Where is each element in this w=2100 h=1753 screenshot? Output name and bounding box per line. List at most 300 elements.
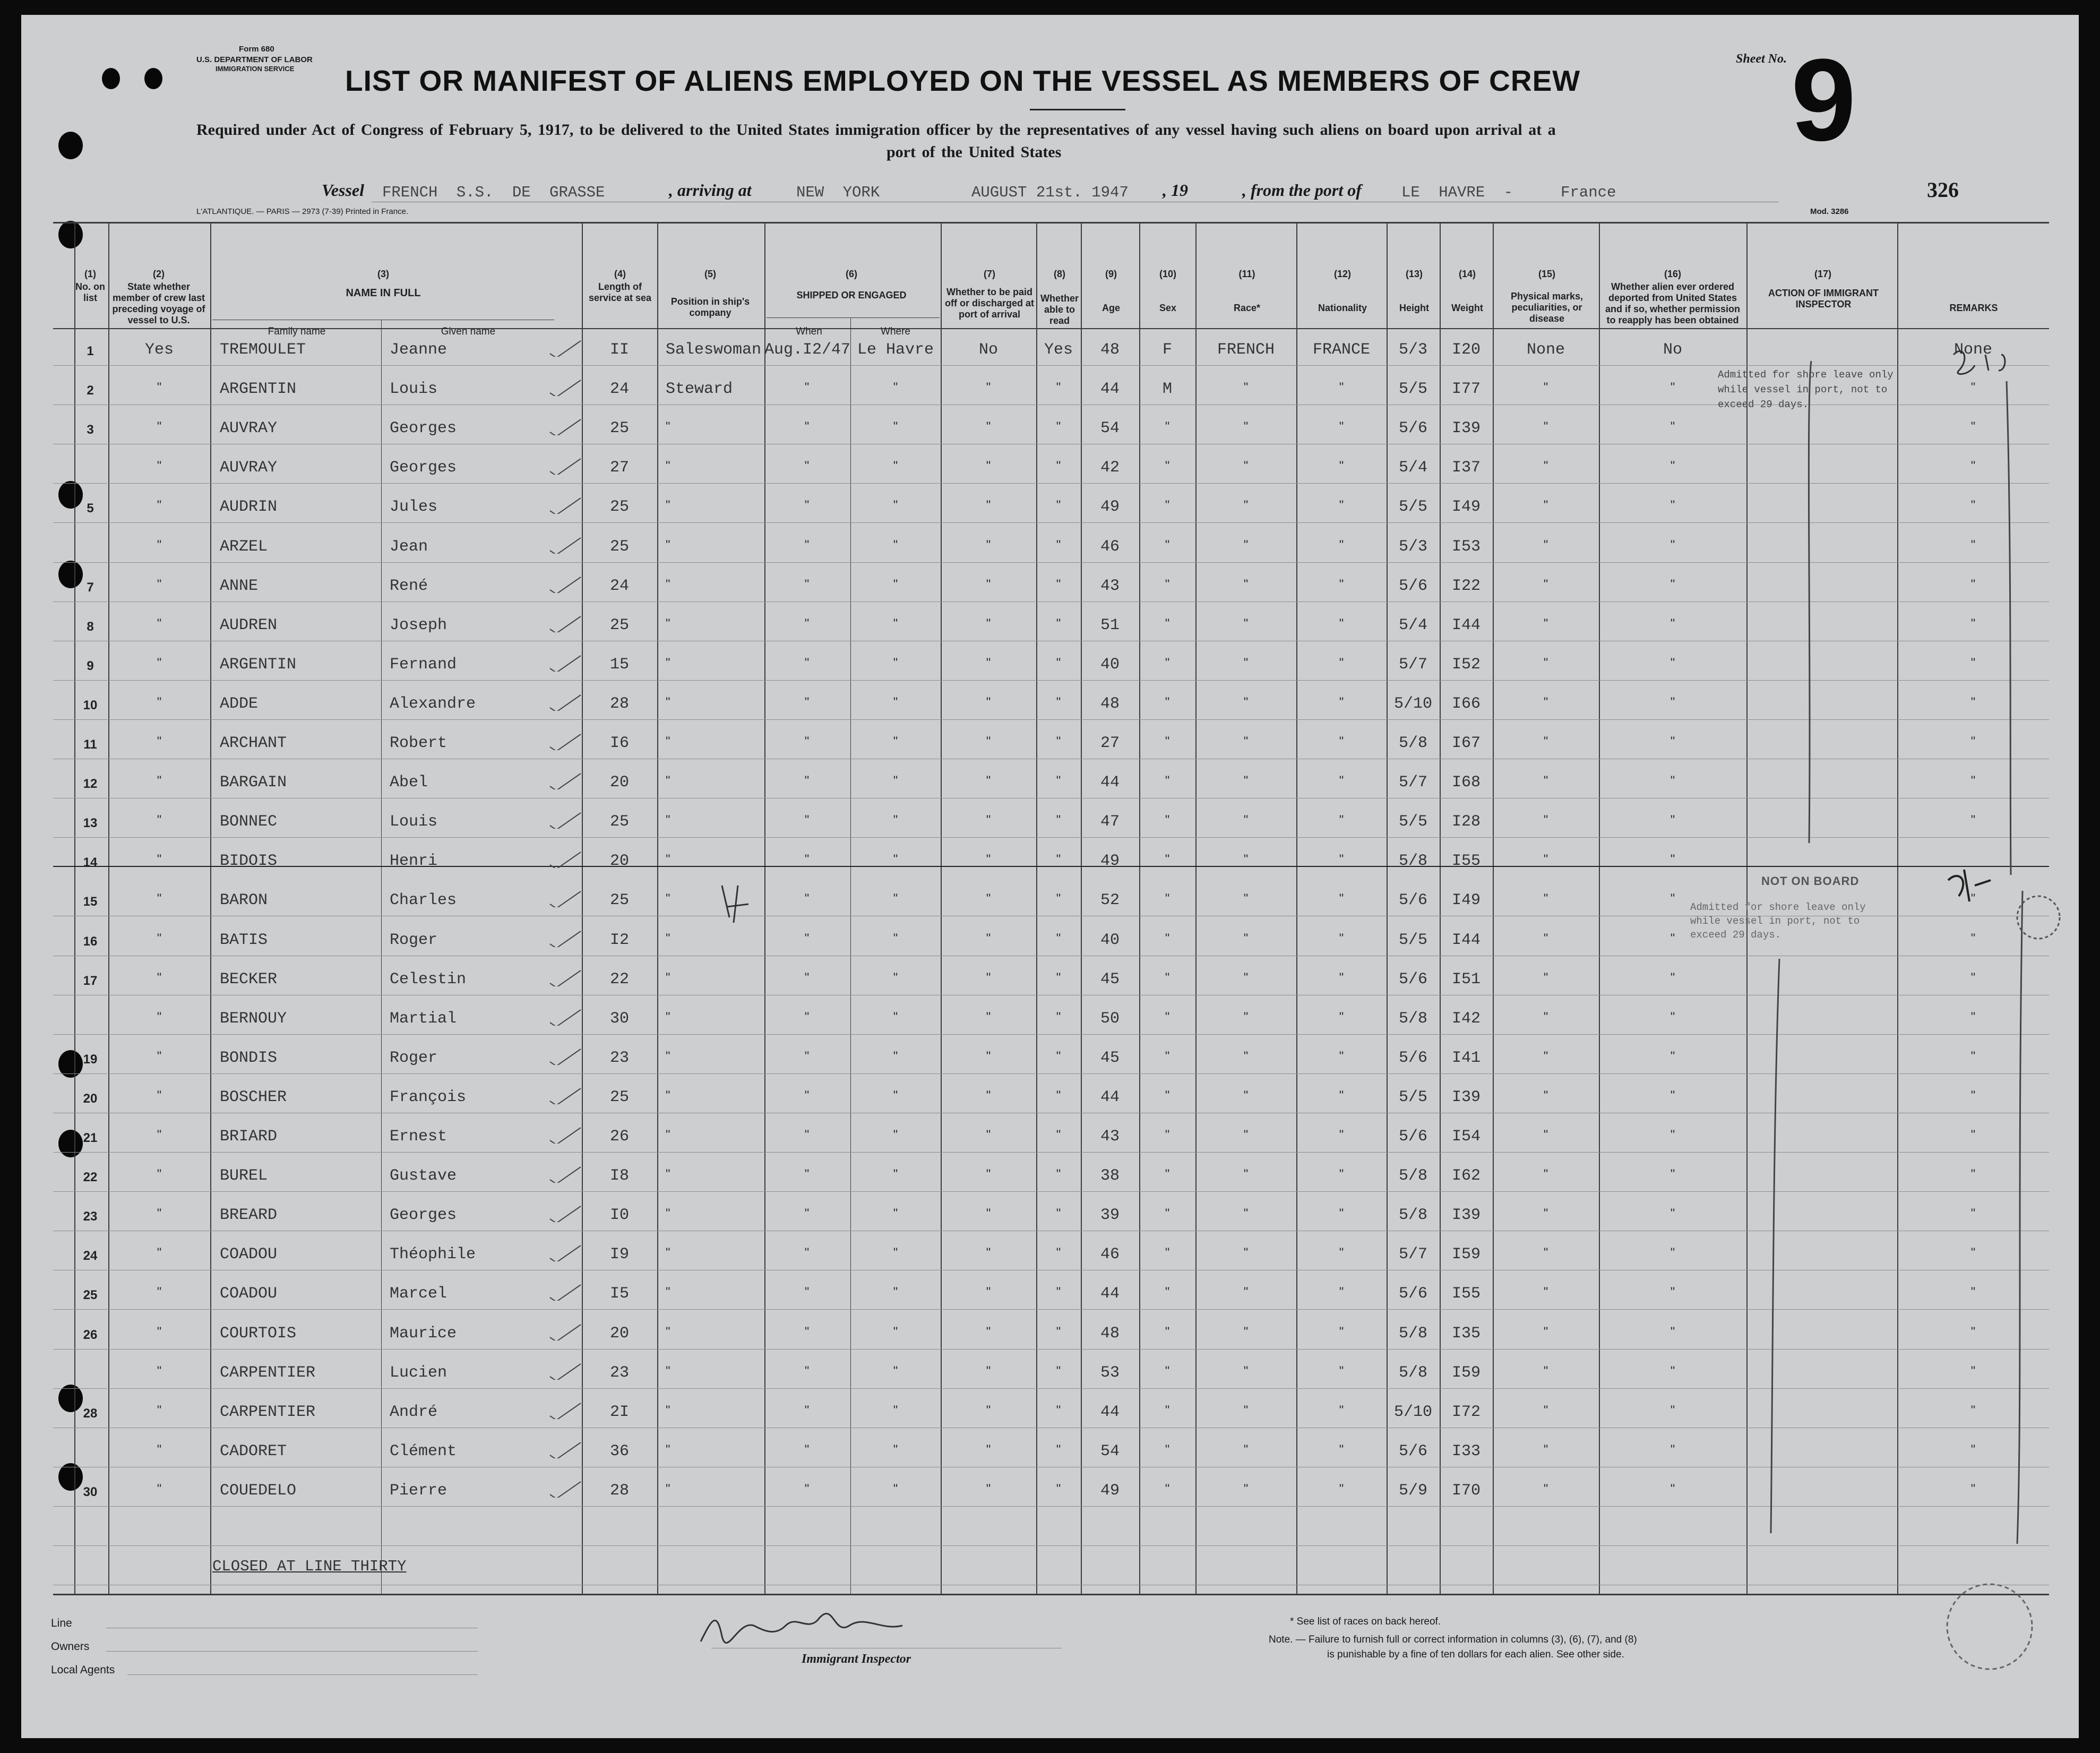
cell-race: ": [1243, 380, 1249, 395]
cell-deported: ": [1670, 774, 1675, 788]
cell-remarks: ": [1970, 1324, 1976, 1339]
cell-prev: ": [157, 459, 162, 474]
cell-paid: ": [986, 655, 991, 670]
cell-deported: ": [1670, 459, 1675, 474]
cell-race: ": [1243, 655, 1249, 670]
col6-when-header: When: [796, 326, 822, 337]
cell-remarks: ": [1970, 694, 1976, 709]
cell-where: ": [893, 1049, 898, 1063]
cell-deported: ": [1670, 931, 1675, 946]
cell-service: 25: [609, 498, 629, 517]
closed-line-note: CLOSED AT LINE THIRTY: [212, 1558, 407, 1575]
cell-prev: ": [157, 891, 162, 906]
cell-remarks: ": [1970, 655, 1976, 670]
cell-marks: ": [1543, 1324, 1548, 1339]
cell-where: ": [893, 1245, 898, 1260]
cell-family: AUVRAY: [220, 459, 278, 477]
cell-deported: No: [1663, 341, 1682, 359]
cell-height: 5/5: [1398, 813, 1427, 831]
cell-paid: ": [986, 1009, 991, 1024]
col15-header: Physical marks, peculiarities, or disease: [1510, 291, 1583, 324]
col3-given-header: Given name: [441, 326, 496, 337]
cell-marks: ": [1543, 419, 1548, 434]
cell-deported: ": [1670, 577, 1675, 591]
cell-given: Fernand: [390, 655, 457, 674]
cell-weight: I37: [1451, 459, 1481, 477]
cell-read: ": [1056, 970, 1061, 985]
bracket-line: [1771, 959, 1779, 1533]
cell-marks: ": [1543, 655, 1548, 670]
col12-header: Nationality: [1318, 303, 1367, 313]
cell-sex: F: [1162, 341, 1172, 359]
cell-given: Marcel: [390, 1285, 447, 1303]
cell-remarks: ": [1970, 734, 1976, 749]
cell-prev: ": [157, 1442, 162, 1457]
col14-header: Weight: [1451, 303, 1483, 313]
cell-deported: ": [1670, 419, 1675, 434]
line-number: 17: [83, 973, 98, 988]
cell-race: ": [1243, 1481, 1249, 1496]
cell-height: 5/3: [1398, 537, 1427, 556]
cell-sex: ": [1165, 1363, 1170, 1378]
cell-service: 25: [609, 616, 629, 634]
line-number: 1: [87, 344, 94, 358]
cell-weight: I59: [1451, 1245, 1481, 1264]
cell-position: ": [666, 1245, 670, 1260]
cell-service: 24: [609, 577, 629, 595]
cell-family: AUDREN: [220, 616, 278, 634]
cell-race: ": [1243, 1206, 1249, 1221]
cell-age: 42: [1100, 459, 1120, 477]
col2-header: State whether member of crew last preceding voyage of vessel to U.S.: [112, 281, 205, 325]
cell-paid: ": [986, 1206, 991, 1221]
cell-remarks: ": [1970, 1128, 1976, 1142]
cell-read: ": [1056, 537, 1061, 552]
cell-weight: I42: [1451, 1009, 1481, 1028]
line-number: 7: [87, 580, 94, 595]
line-number: 30: [83, 1484, 98, 1499]
cell-remarks: None: [1953, 341, 1992, 359]
cell-family: CARPENTIER: [220, 1363, 316, 1382]
cell-read: ": [1056, 1481, 1061, 1496]
cell-remarks: ": [1970, 380, 1976, 395]
cell-sex: ": [1165, 498, 1170, 513]
cell-family: ARCHANT: [220, 734, 287, 752]
admitted-note-line: while vessel in port, not to: [1690, 915, 1860, 927]
cell-race: ": [1243, 498, 1249, 513]
cell-age: 49: [1100, 852, 1120, 871]
cell-race: ": [1243, 1167, 1249, 1182]
cell-marks: ": [1543, 577, 1548, 591]
cell-weight: I41: [1451, 1049, 1481, 1067]
cell-given: Martial: [390, 1009, 457, 1028]
bracket-line: [1809, 361, 1811, 843]
cell-service: I0: [609, 1206, 629, 1225]
cell-where: ": [893, 1088, 898, 1103]
cell-position: ": [666, 1481, 670, 1496]
cell-weight: I54: [1451, 1128, 1481, 1146]
cell-age: 44: [1100, 1285, 1120, 1303]
cell-where: ": [893, 1206, 898, 1221]
cell-service: I8: [609, 1167, 629, 1185]
cell-weight: I49: [1451, 891, 1481, 910]
cell-position: ": [666, 1285, 670, 1300]
cell-remarks: ": [1970, 1285, 1976, 1300]
cell-family: ARGENTIN: [220, 380, 297, 399]
cell-position: Steward: [666, 380, 733, 399]
cell-where: ": [893, 419, 898, 434]
cell-read: ": [1056, 1167, 1061, 1182]
cell-nat: ": [1339, 1049, 1344, 1063]
cell-given: Robert: [390, 734, 447, 752]
cell-race: ": [1243, 891, 1249, 906]
cell-given: Roger: [390, 931, 438, 949]
cell-when: ": [804, 537, 810, 552]
cell-given: Jules: [390, 498, 438, 517]
cell-deported: ": [1670, 1049, 1675, 1063]
cell-height: 5/6: [1398, 419, 1427, 438]
cell-when: ": [804, 1245, 810, 1260]
col2-number: (2): [153, 269, 165, 279]
cell-race: ": [1243, 813, 1249, 828]
cell-marks: ": [1543, 616, 1548, 631]
cell-when: ": [804, 577, 810, 591]
cell-family: BATIS: [220, 931, 268, 949]
col12-number: (12): [1333, 269, 1351, 279]
cell-where: ": [893, 1481, 898, 1496]
local-agents-label: Local Agents: [51, 1664, 115, 1676]
cell-read: ": [1056, 931, 1061, 946]
col5-header: Position in ship's company: [670, 296, 750, 318]
cell-marks: ": [1543, 1009, 1548, 1024]
cell-given: Henri: [390, 852, 438, 871]
cell-nat: ": [1339, 813, 1344, 828]
cell-prev: ": [157, 931, 162, 946]
col15-number: (15): [1538, 269, 1555, 279]
cell-sex: ": [1165, 459, 1170, 474]
sheet-number: 9: [1791, 35, 1856, 165]
cell-nat: ": [1339, 1442, 1344, 1457]
cell-family: AUVRAY: [220, 419, 278, 438]
cell-age: 52: [1100, 891, 1120, 910]
cell-sex: ": [1165, 1324, 1170, 1339]
cell-paid: ": [986, 1324, 991, 1339]
line-number: 11: [83, 737, 97, 752]
cell-paid: ": [986, 891, 991, 906]
cell-sex: ": [1165, 577, 1170, 591]
line-number: 8: [87, 619, 94, 634]
cell-sex: ": [1165, 1285, 1170, 1300]
cell-weight: I52: [1451, 655, 1481, 674]
cell-prev: ": [157, 734, 162, 749]
cell-given: Théophile: [390, 1245, 476, 1264]
cell-nat: ": [1339, 616, 1344, 631]
cell-nat: ": [1339, 1009, 1344, 1024]
cell-prev: ": [157, 774, 162, 788]
cell-remarks: ": [1970, 1403, 1976, 1417]
cell-where: ": [893, 655, 898, 670]
cell-family: COADOU: [220, 1245, 278, 1264]
cell-service: 24: [609, 380, 629, 399]
cell-where: ": [893, 616, 898, 631]
cell-age: 48: [1100, 1324, 1120, 1343]
cell-where: ": [893, 970, 898, 985]
manifest-sheet: [21, 15, 2079, 1738]
page-number: 326: [1927, 178, 1959, 202]
cell-family: COADOU: [220, 1285, 278, 1303]
cell-read: ": [1056, 1128, 1061, 1142]
cell-nat: ": [1339, 380, 1344, 395]
cell-remarks: ": [1970, 498, 1976, 513]
arrival-date: AUGUST 21st. 1947: [971, 184, 1129, 201]
cell-prev: ": [157, 498, 162, 513]
cell-when: ": [804, 774, 810, 788]
cell-age: 40: [1100, 655, 1120, 674]
cell-given: Celestin: [390, 970, 467, 989]
cell-deported: ": [1670, 1128, 1675, 1142]
cell-given: Ernest: [390, 1128, 447, 1146]
cell-weight: I72: [1451, 1403, 1481, 1421]
cell-service: 27: [609, 459, 629, 477]
year-label: , 19: [1163, 181, 1188, 200]
cell-nat: ": [1339, 931, 1344, 946]
cell-marks: ": [1543, 852, 1548, 867]
cell-prev: Yes: [144, 341, 174, 359]
cell-height: 5/8: [1398, 852, 1427, 871]
cell-given: Georges: [390, 1206, 457, 1225]
cell-position: ": [666, 1324, 670, 1339]
cell-weight: I49: [1451, 498, 1481, 517]
cell-prev: ": [157, 970, 162, 985]
line-number: 5: [87, 501, 94, 516]
cell-height: 5/10: [1393, 694, 1432, 713]
cell-position: ": [666, 774, 670, 788]
requirement-text: Required under Act of Congress of February 5, 1917, to be delivered to the United States immigration officer by the representatives of any vessel having such aliens on board upon arrival at a: [196, 121, 1556, 139]
cell-family: BERNOUY: [220, 1009, 287, 1028]
cell-given: Georges: [390, 459, 457, 477]
cell-marks: ": [1543, 813, 1548, 828]
cell-where: ": [893, 694, 898, 709]
line-number: 26: [83, 1327, 98, 1342]
fine-note-2: is punishable by a fine of ten dollars for each alien. See other side.: [1327, 1649, 1624, 1660]
cell-where: ": [893, 1324, 898, 1339]
cell-where: ": [893, 891, 898, 906]
handwritten-initials: [1953, 351, 2005, 374]
cell-read: ": [1056, 852, 1061, 867]
cell-prev: ": [157, 1481, 162, 1496]
cell-marks: ": [1543, 1049, 1548, 1063]
cell-where: ": [893, 734, 898, 749]
cell-given: Gustave: [390, 1167, 457, 1185]
cell-service: I6: [609, 734, 629, 752]
cell-weight: I67: [1451, 734, 1481, 752]
inspector-label: Immigrant Inspector: [802, 1652, 911, 1666]
cell-marks: ": [1543, 970, 1548, 985]
cell-when: ": [804, 1442, 810, 1457]
cell-read: ": [1056, 577, 1061, 591]
cell-where: ": [893, 380, 898, 395]
cell-age: 48: [1100, 341, 1120, 359]
cell-weight: I39: [1451, 1088, 1481, 1106]
cell-read: ": [1056, 891, 1061, 906]
cell-marks: ": [1543, 1167, 1548, 1182]
cell-nat: ": [1339, 970, 1344, 985]
cell-nat: ": [1339, 1285, 1344, 1300]
cell-paid: ": [986, 852, 991, 867]
cell-height: 5/9: [1398, 1481, 1427, 1500]
cell-family: BONNEC: [220, 813, 278, 831]
cell-where: ": [893, 1363, 898, 1378]
cell-height: 5/6: [1398, 970, 1427, 989]
cell-deported: ": [1670, 1442, 1675, 1457]
cell-race: ": [1243, 1403, 1249, 1417]
not-on-board-stamp: NOT ON BOARD: [1761, 874, 1860, 888]
admitted-note-line: exceed 29 days.: [1718, 399, 1809, 410]
department-label: U.S. DEPARTMENT OF LABOR: [196, 55, 313, 64]
cell-nat: ": [1339, 1363, 1344, 1378]
cell-deported: ": [1670, 891, 1675, 906]
cell-where: ": [893, 1009, 898, 1024]
line-number: 16: [83, 934, 98, 949]
cell-when: ": [804, 852, 810, 867]
cell-where: ": [893, 1167, 898, 1182]
cell-deported: ": [1670, 1245, 1675, 1260]
cell-nat: ": [1339, 498, 1344, 513]
col10-header: Sex: [1159, 303, 1177, 313]
cell-sex: ": [1165, 774, 1170, 788]
sheet-label: Sheet No.: [1736, 52, 1787, 66]
cell-age: 47: [1100, 813, 1120, 831]
cell-position: ": [666, 1363, 670, 1378]
cell-position: ": [666, 931, 670, 946]
cell-race: ": [1243, 537, 1249, 552]
cell-remarks: ": [1970, 1167, 1976, 1182]
col17-header: ACTION OF IMMIGRANT INSPECTOR: [1768, 288, 1879, 310]
cell-paid: ": [986, 1245, 991, 1260]
cell-age: 46: [1100, 1245, 1120, 1264]
form-title: LIST OR MANIFEST OF ALIENS EMPLOYED ON THE VESSEL AS MEMBERS OF CREW: [345, 64, 1581, 97]
cell-age: 44: [1100, 1403, 1120, 1421]
cell-height: 5/4: [1398, 616, 1427, 634]
cell-sex: ": [1165, 1403, 1170, 1417]
cell-race: ": [1243, 1324, 1249, 1339]
cell-position: Saleswoman: [666, 341, 762, 359]
cell-given: Charles: [390, 891, 457, 910]
col13-number: (13): [1405, 269, 1423, 279]
cell-age: 54: [1100, 419, 1120, 438]
cell-remarks: ": [1970, 459, 1976, 474]
cell-sex: ": [1165, 1442, 1170, 1457]
cell-race: ": [1243, 970, 1249, 985]
cell-when: ": [804, 616, 810, 631]
line-number: 24: [83, 1249, 98, 1264]
cell-when: ": [804, 1285, 810, 1300]
cell-given: Louis: [390, 380, 438, 399]
cell-age: 43: [1100, 1128, 1120, 1146]
cell-height: 5/8: [1398, 1167, 1427, 1185]
cell-read: ": [1056, 1285, 1061, 1300]
cell-family: ANNE: [220, 577, 259, 595]
cell-service: I5: [609, 1285, 629, 1303]
cell-paid: ": [986, 774, 991, 788]
cell-prev: ": [157, 1403, 162, 1417]
form-number: Form 680: [239, 45, 274, 54]
cell-when: ": [804, 380, 810, 395]
cell-remarks: ": [1970, 931, 1976, 946]
cell-prev: ": [157, 694, 162, 709]
cell-age: 45: [1100, 1049, 1120, 1067]
cell-position: ": [666, 694, 670, 709]
cell-marks: ": [1543, 774, 1548, 788]
cell-paid: ": [986, 537, 991, 552]
cell-race: ": [1243, 419, 1249, 434]
cell-position: ": [666, 734, 670, 749]
col5-number: (5): [704, 269, 716, 279]
cell-age: 44: [1100, 1088, 1120, 1106]
cell-position: ": [666, 577, 670, 591]
cell-read: ": [1056, 616, 1061, 631]
cell-prev: ": [157, 1363, 162, 1378]
cell-deported: ": [1670, 1363, 1675, 1378]
cell-weight: I28: [1451, 813, 1481, 831]
cell-sex: ": [1165, 1206, 1170, 1221]
cell-race: ": [1243, 577, 1249, 591]
cell-where: ": [893, 1442, 898, 1457]
cell-service: 26: [609, 1128, 629, 1146]
cell-remarks: ": [1970, 577, 1976, 591]
cell-age: 49: [1100, 498, 1120, 517]
cell-read: ": [1056, 1324, 1061, 1339]
cell-remarks: ": [1970, 1245, 1976, 1260]
cell-sex: ": [1165, 1009, 1170, 1024]
col10-number: (10): [1159, 269, 1176, 279]
cell-read: ": [1056, 774, 1061, 788]
cell-deported: ": [1670, 498, 1675, 513]
requirement-text-2: port of the United States: [887, 143, 1062, 161]
cell-prev: ": [157, 1088, 162, 1103]
vessel-label: Vessel: [322, 181, 364, 200]
col6-number: (6): [846, 269, 857, 279]
cell-nat: FRANCE: [1312, 341, 1371, 359]
cell-deported: ": [1670, 1403, 1675, 1417]
line-number: 28: [83, 1406, 98, 1421]
cell-remarks: ": [1970, 1206, 1976, 1221]
cell-paid: ": [986, 970, 991, 985]
cell-read: ": [1056, 1206, 1061, 1221]
cell-nat: ": [1339, 852, 1344, 867]
line-number: 21: [83, 1131, 98, 1145]
cell-prev: ": [157, 1049, 162, 1063]
cell-given: Jean: [390, 537, 428, 556]
cell-read: ": [1056, 734, 1061, 749]
owners-label: Owners: [51, 1640, 90, 1653]
line-number: 2: [87, 383, 94, 398]
inspector-signature: [701, 1613, 902, 1643]
cell-marks: ": [1543, 1128, 1548, 1142]
cell-weight: I22: [1451, 577, 1481, 595]
cell-race: ": [1243, 931, 1249, 946]
round-stamp: [1947, 1584, 2032, 1669]
cell-paid: ": [986, 380, 991, 395]
cell-sex: ": [1165, 419, 1170, 434]
cell-sex: ": [1165, 1049, 1170, 1063]
cell-sex: ": [1165, 1481, 1170, 1496]
cell-paid: ": [986, 1167, 991, 1182]
line-number: 14: [83, 855, 98, 870]
printer-line: L'ATLANTIQUE. — PARIS — 2973 (7-39) Printed in France.: [196, 207, 409, 216]
cell-height: 5/5: [1398, 1088, 1427, 1106]
cell-family: BUREL: [220, 1167, 268, 1185]
